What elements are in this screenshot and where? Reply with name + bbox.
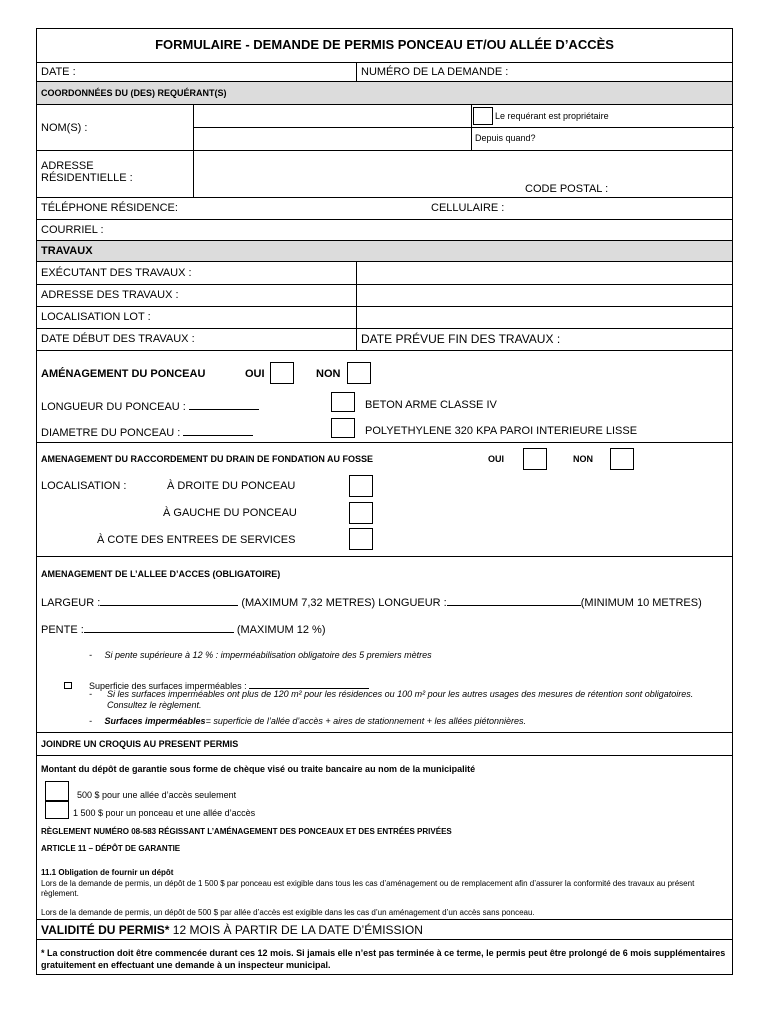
- driveway-slope-row: PENTE : (MAXIMUM 12 %): [41, 624, 326, 636]
- obligation-title: 11.1 Obligation de fournir un dépôt: [41, 868, 174, 877]
- drain-no-label: NON: [573, 454, 593, 464]
- article-title: ARTICLE 11 – DÉPÔT DE GARANTIE: [41, 844, 181, 853]
- permit-form: [36, 28, 733, 975]
- concrete-checkbox[interactable]: [331, 392, 355, 412]
- address-label-line2: RÉSIDENTIELLE :: [41, 172, 133, 184]
- names-label: NOM(S) :: [41, 122, 88, 134]
- culvert-yes-label: OUI: [245, 368, 265, 380]
- drain-services-checkbox[interactable]: [349, 528, 373, 550]
- request-number-label: NUMÉRO DE LA DEMANDE :: [361, 66, 509, 78]
- culvert-length-label: LONGUEUR DU PONCEAU :: [41, 399, 259, 414]
- culvert-heading: AMÉNAGEMENT DU PONCEAU: [41, 368, 206, 380]
- validity-note: * La construction doit être commencée durant ces 12 mois. Si jamais elle n’est pas terminée à ce terme, le permis peut être prolongé de 6 mois supplémentaires gratuitement en effectuant une demande à un inspecteur municipal.: [41, 948, 726, 970]
- obligation-text-2: Lors de la demande de permis, un dépôt de 500 $ par allée d’accès est exigible dans les cas d’un aménagement d’un accès sans ponceau.: [41, 908, 535, 917]
- since-when-label: Depuis quand?: [475, 133, 536, 143]
- deposit-heading: Montant du dépôt de garantie sous forme de chèque visé ou traite bancaire au nom de la municipalité: [41, 764, 476, 774]
- polyethylene-label: POLYETHYLENE 320 KPA PAROI INTERIEURE LISSE: [365, 425, 638, 437]
- sketch-notice: JOINDRE UN CROQUIS AU PRESENT PERMIS: [41, 739, 239, 749]
- culvert-diameter-label: DIAMETRE DU PONCEAU :: [41, 425, 253, 440]
- drain-left-label: À GAUCHE DU PONCEAU: [163, 507, 297, 519]
- contractor-label: EXÉCUTANT DES TRAVAUX :: [41, 267, 192, 279]
- deposit-1500-label: 1 500 $ pour un ponceau et une allée d’accès: [73, 808, 256, 818]
- drain-right-label: À DROITE DU PONCEAU: [167, 480, 296, 492]
- drain-left-checkbox[interactable]: [349, 502, 373, 524]
- surface-note: Si les surfaces imperméables ont plus de 120 m² pour les résidences ou 100 m² pour les autres usages des mesures de rétention sont obligatoires. Consultez le règlement.: [107, 689, 694, 710]
- obligation-text-1: Lors de la demande de permis, un dépôt de 1 500 $ par ponceau est exigible dans tous les cas d’aménagement ou de remplacement afin d’assurer la conformité des travaux au présent règlement.: [41, 879, 695, 898]
- form-title: FORMULAIRE - DEMANDE DE PERMIS PONCEAU ET/OU ALLÉE D’ACCÈS: [155, 37, 614, 52]
- surface-note-dash: -: [89, 689, 92, 699]
- owner-checkbox[interactable]: [473, 107, 493, 125]
- regulation-title: RÈGLEMENT NUMÉRO 08-583 RÉGISSANT L’AMÉNAGEMENT DES PONCEAUX ET DES ENTRÉES PRIVÉES: [41, 827, 452, 836]
- lot-label: LOCALISATION LOT :: [41, 311, 151, 323]
- start-date-label: DATE DÉBUT DES TRAVAUX :: [41, 333, 195, 345]
- culvert-yes-checkbox[interactable]: [270, 362, 294, 384]
- slope-note: - Si pente supérieure à 12 % : imperméabilisation obligatoire des 5 premiers mètres: [89, 650, 432, 660]
- drain-right-checkbox[interactable]: [349, 475, 373, 497]
- drain-heading: AMENAGEMENT DU RACCORDEMENT DU DRAIN DE FONDATION AU FOSSE: [41, 454, 373, 464]
- address-label-line1: ADRESSE: [41, 160, 94, 172]
- deposit-500-label: 500 $ pour une allée d’accès seulement: [77, 790, 237, 800]
- polyethylene-checkbox[interactable]: [331, 418, 355, 438]
- owner-label: Le requérant est propriétaire: [495, 111, 609, 121]
- drain-yes-checkbox[interactable]: [523, 448, 547, 470]
- cellphone-label: CELLULAIRE :: [431, 202, 505, 214]
- surface-definition: - Surfaces imperméables= superficie de l’allée d’accès + aires de stationnement + les allées piétonnières.: [89, 716, 527, 726]
- bullet-checkbox-icon: [64, 682, 72, 689]
- drain-services-label: À COTE DES ENTREES DE SERVICES: [97, 534, 296, 546]
- work-address-label: ADRESSE DES TRAVAUX :: [41, 289, 179, 301]
- drain-yes-label: OUI: [488, 454, 505, 464]
- date-label: DATE :: [41, 66, 76, 78]
- driveway-heading: AMENAGEMENT DE L’ALLEE D’ACCES (OBLIGATOIRE): [41, 569, 281, 579]
- deposit-1500-checkbox[interactable]: [45, 801, 69, 819]
- deposit-500-checkbox[interactable]: [45, 781, 69, 801]
- postal-code-label: CODE POSTAL :: [525, 183, 609, 195]
- email-label: COURRIEL :: [41, 224, 104, 236]
- drain-location-label: LOCALISATION :: [41, 480, 127, 492]
- section-coordonnees: COORDONNÉES DU (DES) REQUÉRANT(S): [41, 88, 227, 98]
- end-date-label: DATE PRÉVUE FIN DES TRAVAUX :: [361, 332, 561, 346]
- drain-no-checkbox[interactable]: [610, 448, 634, 470]
- culvert-no-label: NON: [316, 368, 341, 380]
- impermeable-surface-label: Superficie des surfaces imperméables :: [89, 678, 369, 692]
- concrete-label: BETON ARME CLASSE IV: [365, 399, 497, 411]
- driveway-width-row: LARGEUR : (MAXIMUM 7,32 METRES) LONGUEUR : (MINIMUM 10 METRES): [41, 597, 702, 609]
- validity-line: VALIDITÉ DU PERMIS* 12 MOIS À PARTIR DE LA DATE D’ÉMISSION: [41, 923, 423, 937]
- section-travaux: TRAVAUX: [41, 245, 93, 257]
- phone-label: TÉLÉPHONE RÉSIDENCE:: [41, 202, 178, 214]
- culvert-no-checkbox[interactable]: [347, 362, 371, 384]
